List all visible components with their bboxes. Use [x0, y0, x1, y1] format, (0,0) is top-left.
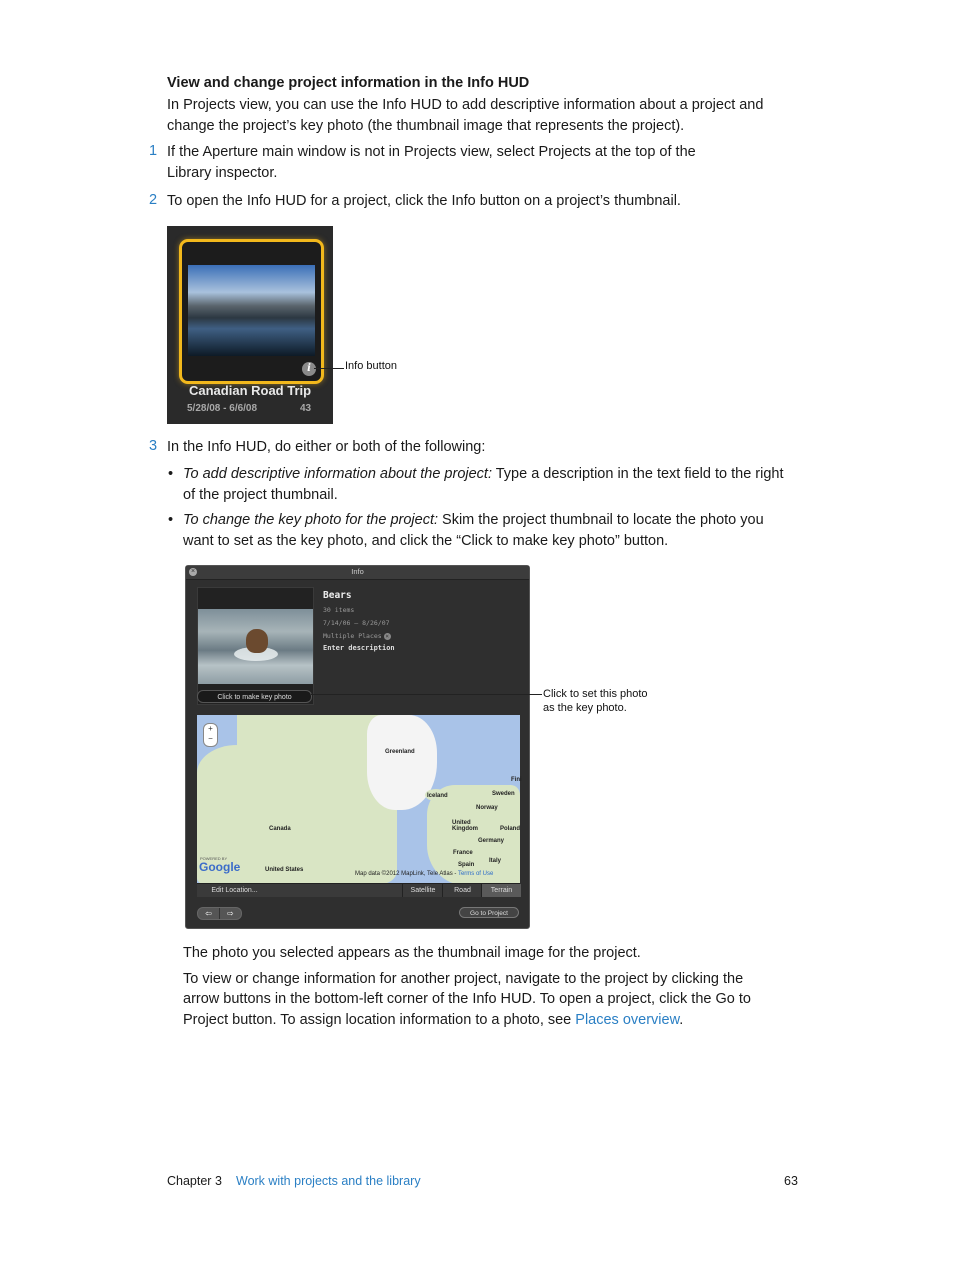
close-icon[interactable]: × — [190, 568, 196, 575]
step-3-number: 3 — [149, 438, 158, 454]
terms-link[interactable]: Terms of Use — [457, 871, 494, 877]
map-label: Iceland — [427, 793, 448, 799]
after-paragraph-2-line1: To view or change information for another project, navigate to the project by clicking the — [183, 971, 744, 987]
step-1-number: 1 — [149, 143, 158, 159]
map-label: United Kingdom — [452, 820, 478, 832]
para-text-end: . — [679, 1012, 684, 1028]
bear-shape — [246, 629, 268, 653]
make-key-photo-button[interactable]: Click to make key photo — [197, 690, 312, 703]
project-nav-buttons — [197, 907, 242, 920]
places-label: Multiple Places — [323, 632, 382, 640]
info-callout-line — [314, 368, 344, 369]
satellite-button[interactable]: Satellite — [402, 884, 443, 897]
info-hud — [185, 565, 530, 929]
intro-paragraph: In Projects view, you can use the Info HUD to add descriptive information about a project and change the project’s key photo (the thumbnail image that represents the project). — [167, 97, 764, 134]
step-3-text: In the Info HUD, do either or both of the following: — [167, 439, 486, 455]
previous-project-button[interactable]: ⇦ — [205, 909, 212, 918]
key-photo-callout-line — [311, 694, 542, 695]
map-label: Norway — [476, 805, 498, 811]
map-label: Italy — [489, 858, 502, 864]
step-1-text-line1: If the Aperture main window is not in Projects view, select Projects at the top of the — [167, 144, 696, 160]
hud-date-range: 7/14/06 – 8/26/07 — [323, 619, 390, 627]
bullet-dot: • — [168, 466, 174, 482]
zoom-in-icon[interactable]: + — [208, 724, 213, 733]
map-label: Germany — [478, 838, 505, 844]
para-text: Project button. To assign location information to a photo, see — [183, 1012, 576, 1028]
powered-by-label: POWERED BY — [200, 856, 228, 861]
bullet-1-lead: To add descriptive information about the project: — [183, 466, 492, 482]
bullet-2-rest: Skim the project thumbnail to locate the photo you — [438, 512, 764, 528]
key-photo-callout-line1: Click to set this photo — [543, 688, 648, 700]
after-paragraph-2-line3 — [183, 1010, 683, 1031]
hud-item-count: 30 items — [323, 606, 355, 614]
step-2-text: To open the Info HUD for a project, click the Info button on a project’s thumbnail. — [167, 193, 681, 209]
zoom-out-icon[interactable]: − — [208, 734, 213, 743]
project-title: Canadian Road Trip — [189, 383, 312, 398]
bullet-1-rest: Type a description in the text field to the right — [491, 466, 784, 482]
info-callout-label: Info button — [345, 360, 397, 372]
map-label: Greenland — [385, 749, 415, 755]
map-zoom-control[interactable] — [203, 723, 218, 747]
map-toolbar — [197, 883, 520, 897]
hud-titlebar — [186, 566, 529, 580]
section-heading: View and change project information in the Info HUD — [167, 75, 530, 91]
description-field[interactable]: Enter description — [323, 644, 395, 652]
road-button[interactable]: Road — [442, 884, 482, 897]
places-overview-link[interactable]: Places overview — [575, 1012, 680, 1028]
footer-chapter-link[interactable]: Work with projects and the library — [236, 1174, 421, 1188]
info-button[interactable]: i — [302, 362, 316, 376]
map-label: Canada — [269, 826, 291, 832]
next-project-button[interactable]: ⇨ — [219, 908, 241, 919]
map-view[interactable] — [197, 715, 520, 883]
step-1-text-line2: Library inspector. — [167, 165, 278, 181]
map-arctic-islands — [237, 715, 387, 770]
map-label: United States — [265, 867, 304, 873]
hud-places — [323, 632, 391, 640]
footer-chapter: Chapter 3 — [167, 1174, 222, 1188]
map-label: France — [453, 850, 473, 856]
bullet-1-line2: of the project thumbnail. — [183, 487, 338, 503]
map-label: Fini — [511, 777, 522, 783]
after-paragraph-1: The photo you selected appears as the thumbnail image for the project. — [183, 945, 641, 961]
google-logo: Google — [199, 860, 241, 874]
go-to-project-button[interactable]: Go to Project — [459, 907, 519, 918]
thumbnail-photo — [188, 265, 315, 356]
map-label: Poland — [500, 826, 521, 832]
map-copyright-text: Map data ©2012 MapLink, Tele Atlas - — [355, 871, 458, 877]
after-paragraph-2-line2: arrow buttons in the bottom-left corner of the Info HUD. To open a project, click the Go to — [183, 991, 751, 1007]
project-thumbnail-figure — [167, 226, 333, 424]
bullet-dot: • — [168, 512, 174, 528]
hud-project-thumbnail[interactable] — [197, 587, 314, 705]
step-2-number: 2 — [149, 192, 158, 208]
edit-location-button[interactable]: Edit Location... — [211, 887, 258, 894]
map-copyright — [355, 871, 493, 877]
map-label: Sweden — [492, 791, 515, 797]
bullet-2-line2: want to set as the key photo, and click the “Click to make key photo” button. — [183, 533, 669, 549]
project-thumbnail[interactable] — [179, 239, 324, 384]
places-clear-icon[interactable]: × — [385, 632, 390, 640]
bullet-2-lead: To change the key photo for the project: — [183, 512, 438, 528]
project-dates: 5/28/08 - 6/6/08 — [187, 403, 258, 414]
hud-title: Info — [351, 567, 364, 576]
hud-project-name: Bears — [323, 590, 352, 601]
map-label: Spain — [458, 862, 475, 868]
bullet-1-line1 — [183, 464, 784, 485]
bullet-2-line1 — [183, 510, 764, 531]
page-number: 63 — [784, 1174, 798, 1188]
bear-photo — [198, 609, 313, 684]
terrain-button[interactable]: Terrain — [481, 884, 521, 897]
key-photo-callout-line2: as the key photo. — [543, 702, 627, 714]
project-count: 43 — [300, 403, 312, 414]
